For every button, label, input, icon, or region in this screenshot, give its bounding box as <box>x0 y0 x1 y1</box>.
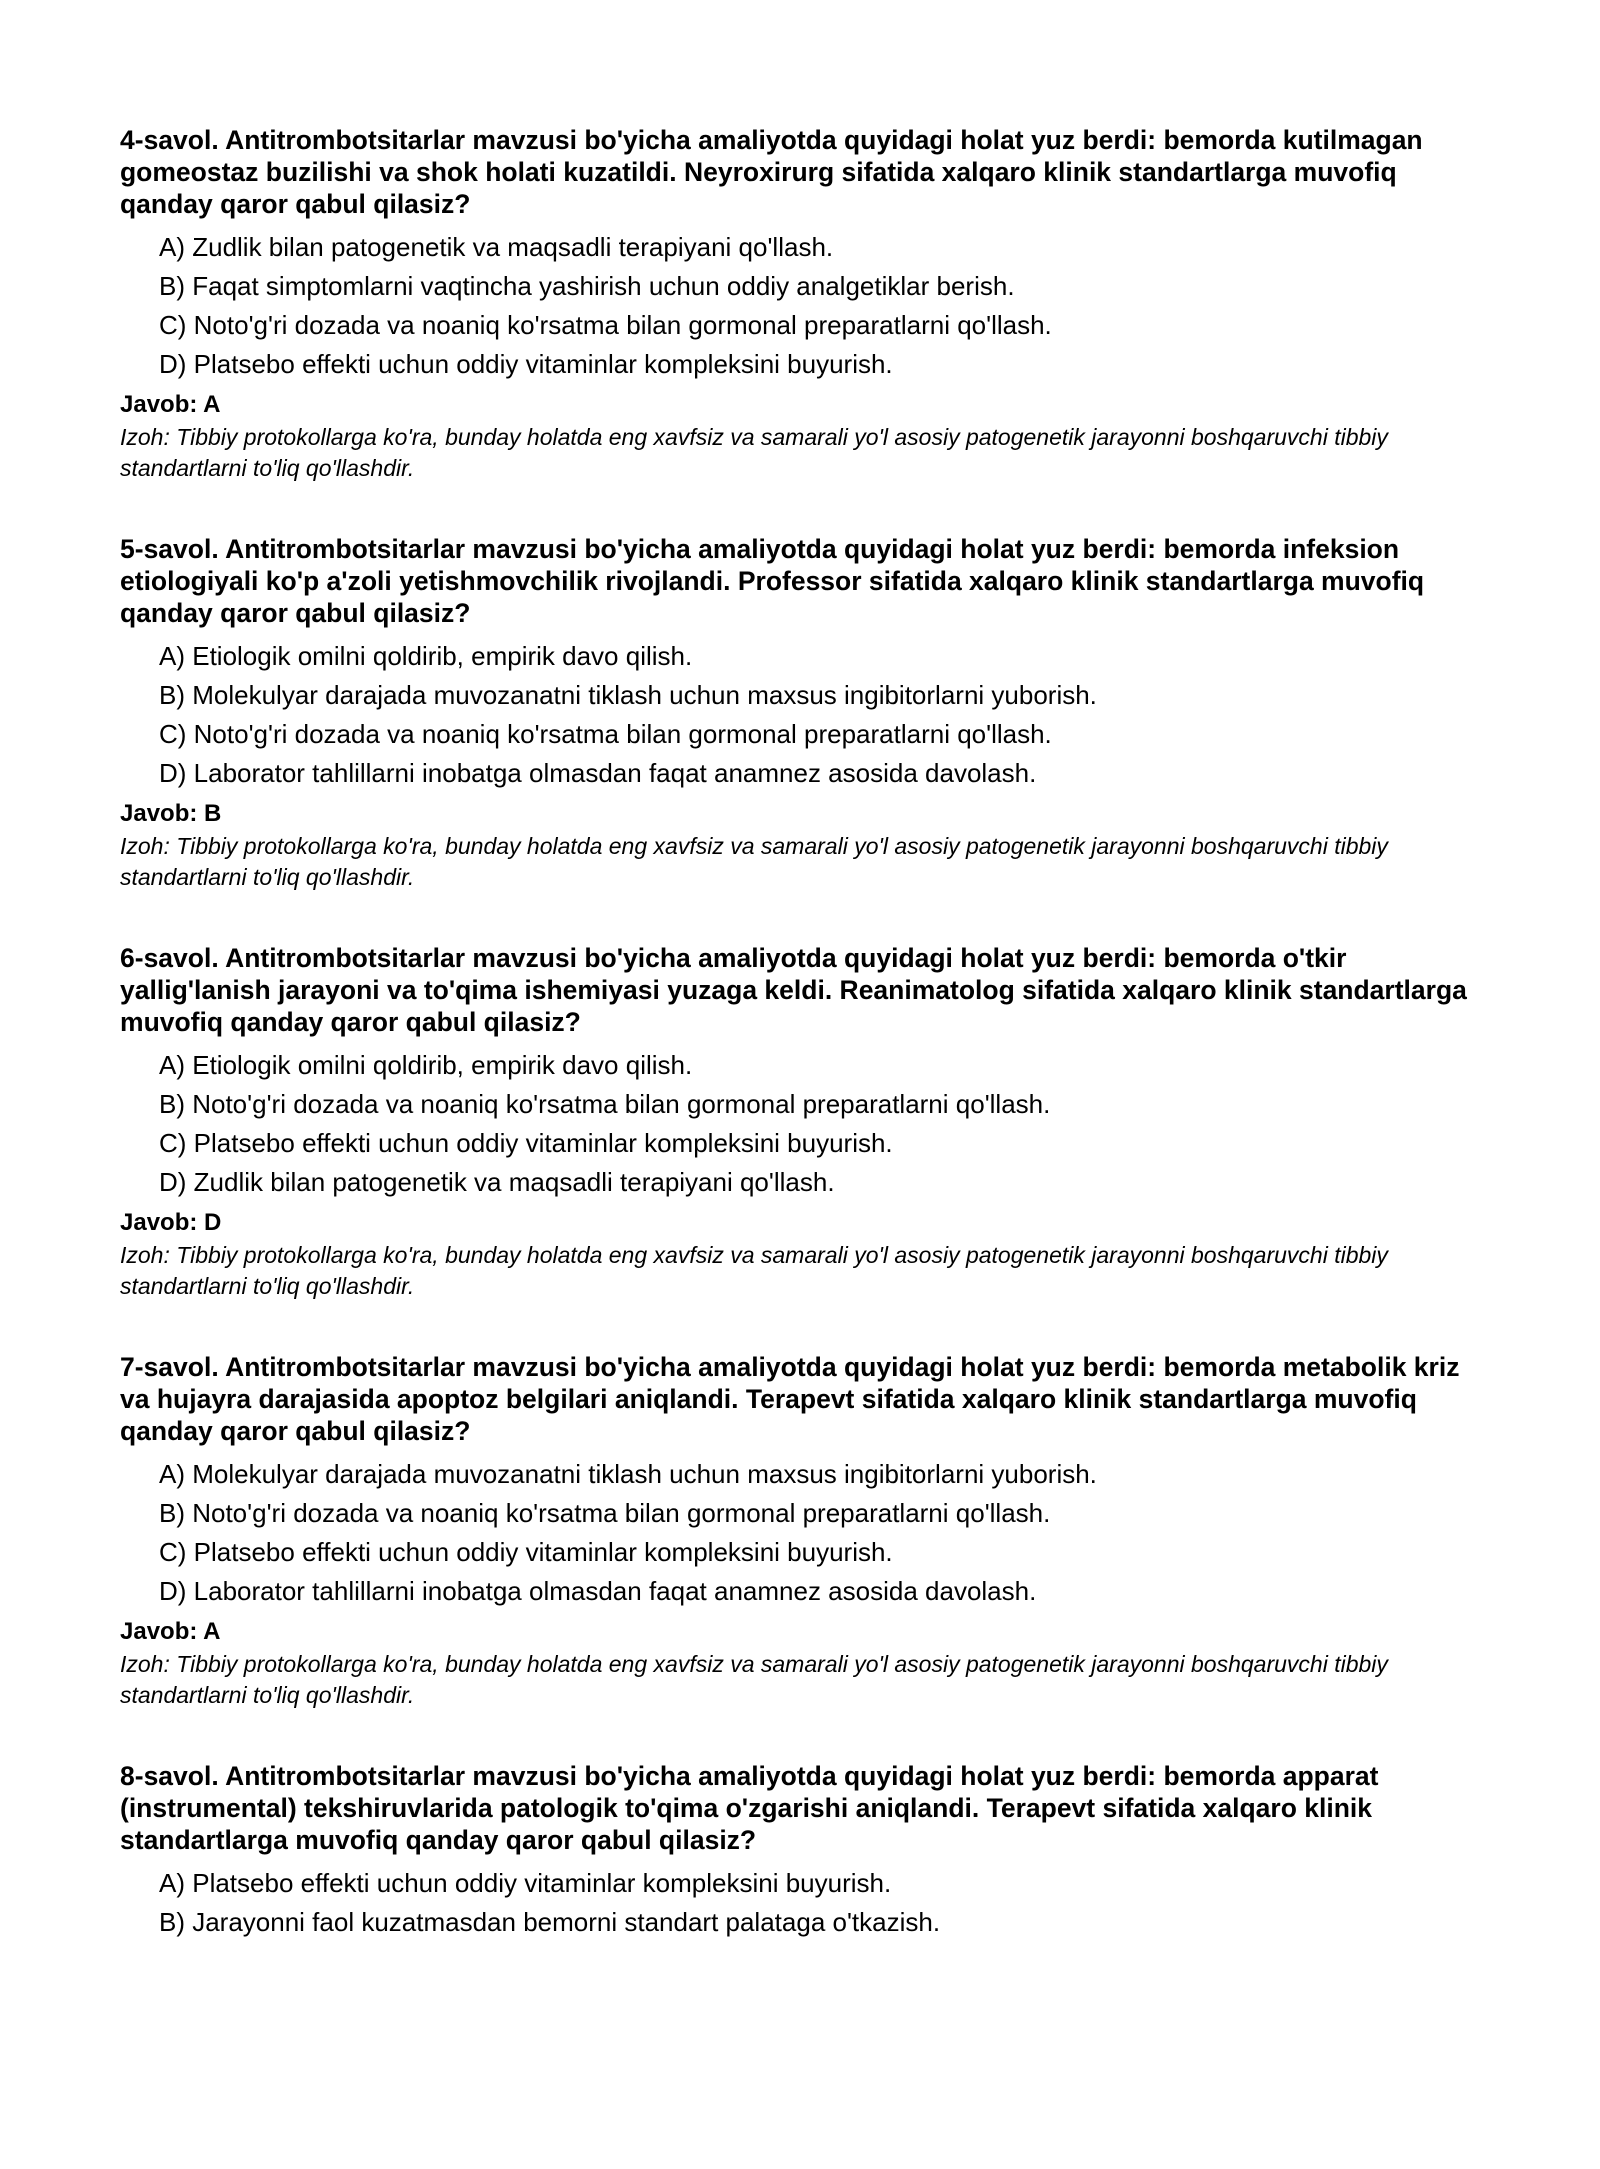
option-c: C) Noto'g'ri dozada va noaniq ko'rsatma bilan gormonal preparatlarni qo'llash. <box>159 719 1052 749</box>
question-text: 6-savol. Antitrombotsitarlar mavzusi bo'yicha amaliyotda quyidagi holat yuz berdi: bemorda o'tkir yallig'lanish jarayoni va to'qima ishemiyasi yuzaga keldi. Reanimatolog sifatida xalqaro klinik standartlarga muvofiq qanday qaror qabul qilasiz? <box>120 943 1467 1037</box>
option-a: A) Molekulyar darajada muvozanatni tiklash uchun maxsus ingibitorlarni yuborish. <box>159 1459 1097 1489</box>
question-text: 4-savol. Antitrombotsitarlar mavzusi bo'yicha amaliyotda quyidagi holat yuz berdi: bemorda kutilmagan gomeostaz buzilishi va shok holati kuzatildi. Neyroxirurg sifatida xalqaro klinik standartlarga muvofiq qanday qaror qabul qilasiz? <box>120 125 1423 219</box>
question-text: 5-savol. Antitrombotsitarlar mavzusi bo'yicha amaliyotda quyidagi holat yuz berdi: bemorda infeksion etiologiyali ko'p a'zoli yetishmovchilik rivojlandi. Professor sifatida xalqaro klinik standartlarga muvofiq qanday qaror qabul qilasiz? <box>120 534 1425 628</box>
option-a: A) Etiologik omilni qoldirib, empirik davo qilish. <box>159 641 693 671</box>
explanation-text: Izoh: Tibbiy protokollarga ko'ra, bunday holatda eng xavfsiz va samarali yo'l asosiy patogenetik jarayonni boshqaruvchi tibbiy standartlarni to'liq qo'llashdir. <box>120 833 1388 890</box>
question-block-6 <box>120 942 1480 1351</box>
question-block-5 <box>120 533 1480 942</box>
answer-label: Javob: D <box>120 1209 222 1236</box>
question-block-4 <box>120 124 1480 533</box>
option-a: A) Etiologik omilni qoldirib, empirik davo qilish. <box>159 1050 693 1080</box>
option-b: B) Jarayonni faol kuzatmasdan bemorni standart palataga o'tkazish. <box>159 1907 941 1937</box>
option-a: A) Zudlik bilan patogenetik va maqsadli terapiyani qo'llash. <box>159 232 834 262</box>
explanation-text: Izoh: Tibbiy protokollarga ko'ra, bunday holatda eng xavfsiz va samarali yo'l asosiy patogenetik jarayonni boshqaruvchi tibbiy standartlarni to'liq qo'llashdir. <box>120 1242 1388 1299</box>
option-a: A) Platsebo effekti uchun oddiy vitaminlar kompleksini buyurish. <box>159 1868 892 1898</box>
explanation-text: Izoh: Tibbiy protokollarga ko'ra, bunday holatda eng xavfsiz va samarali yo'l asosiy patogenetik jarayonni boshqaruvchi tibbiy standartlarni to'liq qo'llashdir. <box>120 1651 1388 1708</box>
option-d: D) Laborator tahlillarni inobatga olmasdan faqat anamnez asosida davolash. <box>159 1576 1037 1606</box>
answer-label: Javob: A <box>120 1618 221 1645</box>
question-block-8 <box>120 1760 1480 2169</box>
options-list <box>120 228 1480 384</box>
option-b: B) Faqat simptomlarni vaqtincha yashirish uchun oddiy analgetiklar berish. <box>159 271 1015 301</box>
options-list <box>120 1864 1480 1942</box>
options-list <box>120 637 1480 793</box>
option-b: B) Noto'g'ri dozada va noaniq ko'rsatma bilan gormonal preparatlarni qo'llash. <box>159 1089 1051 1119</box>
answer-label: Javob: A <box>120 391 221 418</box>
options-list <box>120 1046 1480 1202</box>
option-b: B) Molekulyar darajada muvozanatni tiklash uchun maxsus ingibitorlarni yuborish. <box>159 680 1097 710</box>
document-page <box>120 124 1480 2169</box>
option-d: D) Platsebo effekti uchun oddiy vitaminlar kompleksini buyurish. <box>159 349 893 379</box>
explanation-text: Izoh: Tibbiy protokollarga ko'ra, bunday holatda eng xavfsiz va samarali yo'l asosiy patogenetik jarayonni boshqaruvchi tibbiy standartlarni to'liq qo'llashdir. <box>120 424 1388 481</box>
question-text: 7-savol. Antitrombotsitarlar mavzusi bo'yicha amaliyotda quyidagi holat yuz berdi: bemorda metabolik kriz va hujayra darajasida apoptoz belgilari aniqlandi. Terapevt sifatida xalqaro klinik standartlarga muvofiq qanday qaror qabul qilasiz? <box>120 1352 1460 1446</box>
option-d: D) Zudlik bilan patogenetik va maqsadli terapiyani qo'llash. <box>159 1167 835 1197</box>
answer-label: Javob: B <box>120 800 222 827</box>
options-list <box>120 1455 1480 1611</box>
question-text: 8-savol. Antitrombotsitarlar mavzusi bo'yicha amaliyotda quyidagi holat yuz berdi: bemorda apparat (instrumental) tekshiruvlarida patologik to'qima o'zgarishi aniqlandi. Terapevt sifatida xalqaro klinik standartlarga muvofiq qanday qaror qabul qilasiz? <box>120 1761 1379 1855</box>
option-b: B) Noto'g'ri dozada va noaniq ko'rsatma bilan gormonal preparatlarni qo'llash. <box>159 1498 1051 1528</box>
option-c: C) Noto'g'ri dozada va noaniq ko'rsatma bilan gormonal preparatlarni qo'llash. <box>159 310 1052 340</box>
option-d: D) Laborator tahlillarni inobatga olmasdan faqat anamnez asosida davolash. <box>159 758 1037 788</box>
question-block-7 <box>120 1351 1480 1760</box>
option-c: C) Platsebo effekti uchun oddiy vitaminlar kompleksini buyurish. <box>159 1537 893 1567</box>
option-c: C) Platsebo effekti uchun oddiy vitaminlar kompleksini buyurish. <box>159 1128 893 1158</box>
